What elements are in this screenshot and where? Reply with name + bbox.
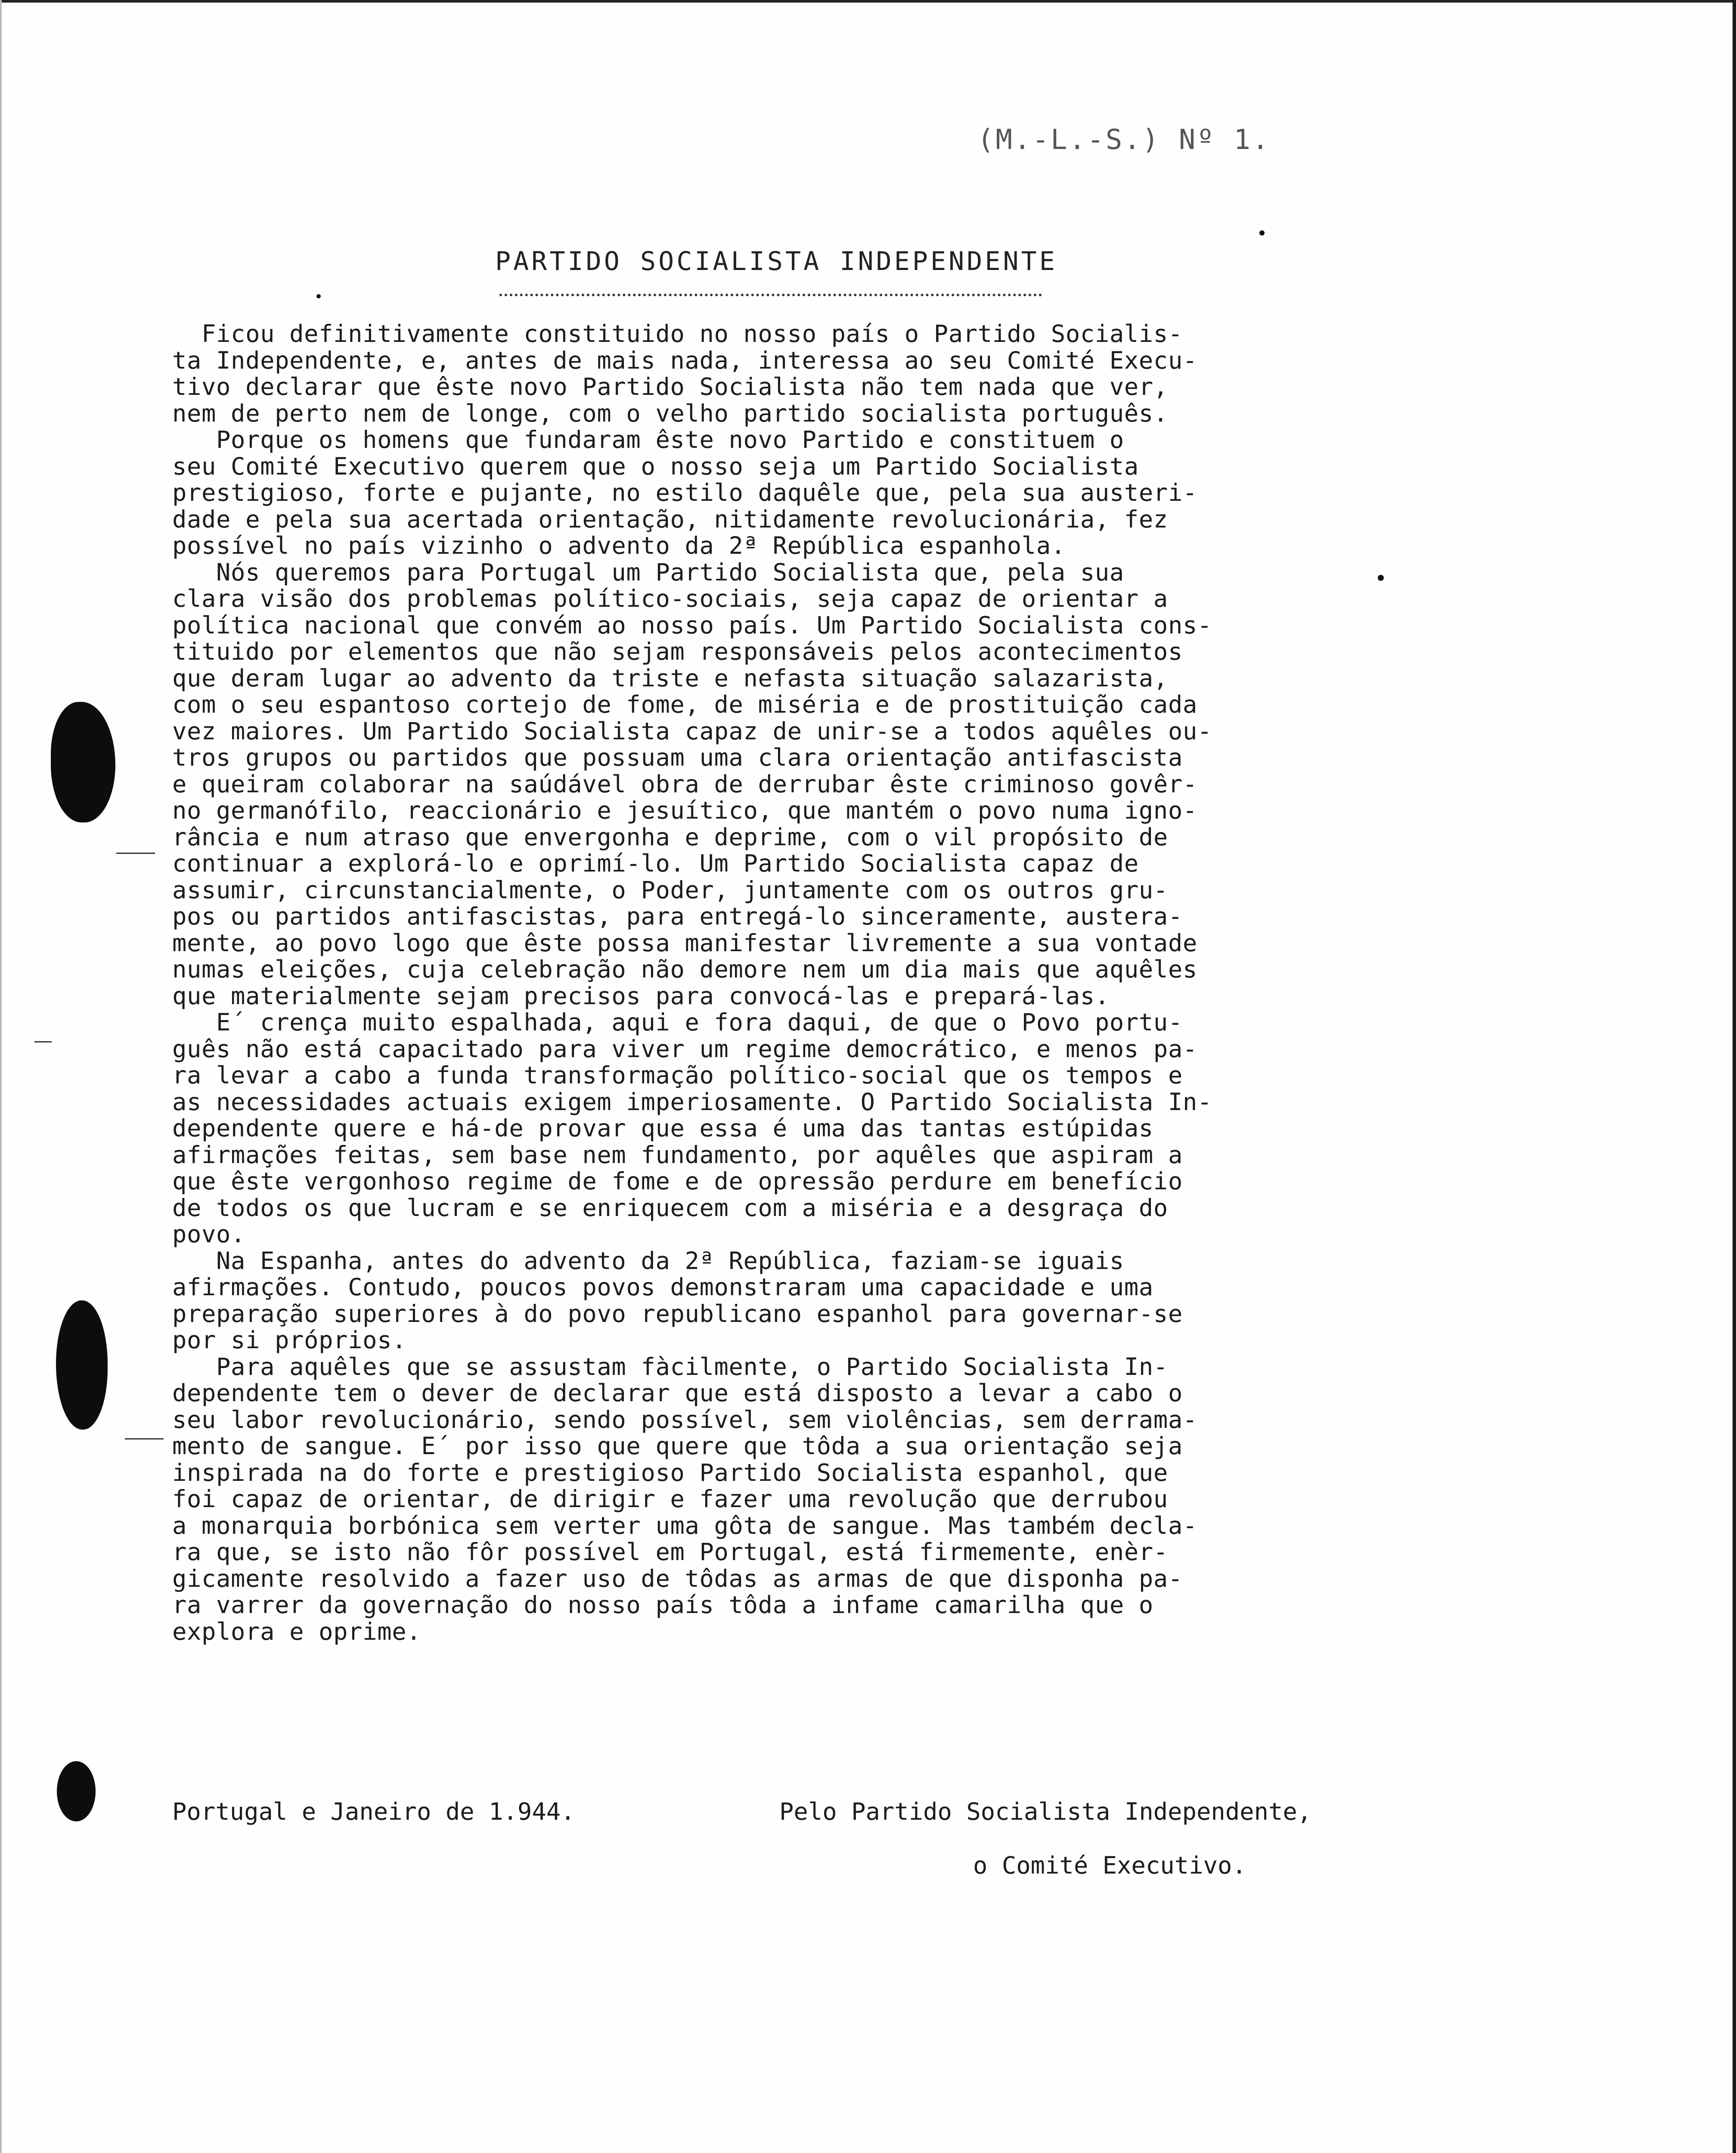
text-line: E´ crença muito espalhada, aqui e fora daqui, de que o Povo portu-	[172, 1008, 1183, 1036]
margin-mark	[34, 1041, 52, 1042]
text-line: guês não está capacitado para viver um regime democrático, e menos pa-	[172, 1035, 1197, 1063]
text-line: assumir, circunstancialmente, o Poder, juntamente com os outros gru-	[172, 876, 1168, 904]
text-line: clara visão dos problemas político-sociais, seja capaz de orientar a	[172, 585, 1168, 613]
text-line: Ficou definitivamente constituido no nosso país o Partido Socialis-	[172, 320, 1183, 348]
text-line: e queiram colaborar na saúdável obra de derrubar êste criminoso govêr-	[172, 770, 1197, 798]
body-paragraph	[172, 1009, 1378, 1248]
text-line: com o seu espantoso cortejo de fome, de miséria e de prostituição cada	[172, 691, 1197, 719]
text-line: por si próprios.	[172, 1326, 407, 1354]
text-line: tivo declarar que êste novo Partido Socialista não tem nada que ver,	[172, 373, 1168, 401]
text-line: rância e num atraso que envergonha e deprime, com o vil propósito de	[172, 823, 1168, 851]
ink-speck	[316, 294, 321, 298]
text-line: Para aquêles que se assustam fàcilmente, o Partido Socialista In-	[172, 1353, 1168, 1381]
text-line: dependente tem o dever de declarar que está disposto a levar a cabo o	[172, 1379, 1183, 1407]
ink-blot	[51, 702, 115, 822]
text-line: Na Espanha, antes do advento da 2ª República, faziam-se iguais	[172, 1247, 1124, 1275]
page-right-edge	[1733, 0, 1736, 2153]
text-line: que êste vergonhoso regime de fome e de opressão perdure em benefício	[172, 1167, 1183, 1195]
text-line: gicamente resolvido a fazer uso de tôdas as armas de que disponha pa-	[172, 1564, 1183, 1593]
text-line: continuar a explorá-lo e oprimí-lo. Um Partido Socialista capaz de	[172, 850, 1139, 878]
text-line: explora e oprime.	[172, 1617, 422, 1646]
text-line: preparação superiores à do povo republicano espanhol para governar-se	[172, 1300, 1183, 1328]
text-line: foi capaz de orientar, de dirigir e fazer uma revolução que derrubou	[172, 1485, 1168, 1513]
margin-mark	[116, 853, 155, 854]
text-line: de todos os que lucram e se enriquecem com a miséria e a desgraça do	[172, 1194, 1168, 1222]
text-line: afirmações. Contudo, poucos povos demonstraram uma capacidade e uma	[172, 1273, 1153, 1301]
text-line: no germanófilo, reaccionário e jesuítico, que mantém o povo numa igno-	[172, 797, 1197, 825]
body-paragraph	[172, 559, 1378, 1010]
ink-blot	[57, 1761, 96, 1821]
text-line: dade e pela sua acertada orientação, nitidamente revolucionária, fez	[172, 505, 1168, 534]
text-line: tituido por elementos que não sejam responsáveis pelos acontecimentos	[172, 638, 1183, 666]
page-left-edge	[0, 0, 2, 2153]
text-line: Porque os homens que fundaram êste novo Partido e constituem o	[172, 426, 1124, 454]
text-line: inspirada na do forte e prestigioso Partido Socialista espanhol, que	[172, 1458, 1168, 1487]
place-date: Portugal e Janeiro de 1.944.	[172, 1798, 575, 1826]
text-line: possível no país vizinho o advento da 2ª República espanhola.	[172, 532, 1066, 560]
text-line: Nós queremos para Portugal um Partido Socialista que, pela sua	[172, 558, 1124, 586]
body-paragraph	[172, 427, 1378, 559]
text-line: que deram lugar ao advento da triste e nefasta situação salazarista,	[172, 664, 1168, 692]
signature-line-committee: o Comité Executivo.	[973, 1852, 1246, 1880]
body-paragraph	[172, 321, 1378, 427]
text-line: vez maiores. Um Partido Socialista capaz de unir-se a todos aquêles ou-	[172, 717, 1212, 745]
document-body	[172, 321, 1378, 1645]
text-line: seu Comité Executivo querem que o nosso seja um Partido Socialista	[172, 452, 1139, 481]
text-line: numas eleições, cuja celebração não demore nem um dia mais que aquêles	[172, 956, 1197, 983]
text-line: nem de perto nem de longe, com o velho partido socialista português.	[172, 399, 1168, 428]
text-line: ta Independente, e, antes de mais nada, interessa ao seu Comité Execu-	[172, 346, 1197, 375]
text-line: ra varrer da governação do nosso país tôda a infame camarilha que o	[172, 1591, 1153, 1619]
text-line: as necessidades actuais exigem imperiosamente. O Partido Socialista In-	[172, 1088, 1212, 1116]
text-line: mento de sangue. E´ por isso que quere que tôda a sua orientação seja	[172, 1432, 1183, 1460]
page-top-edge	[0, 0, 1736, 3]
text-line: tros grupos ou partidos que possuam uma clara orientação antifascista	[172, 744, 1183, 772]
ink-blot	[56, 1300, 108, 1430]
text-line: dependente quere e há-de provar que essa é uma das tantas estúpidas	[172, 1114, 1153, 1142]
body-paragraph	[172, 1248, 1378, 1354]
ink-speck	[1259, 230, 1265, 236]
text-line: prestigioso, forte e pujante, no estilo daquêle que, pela sua austeri-	[172, 479, 1197, 507]
signature-line-organization: Pelo Partido Socialista Independente,	[779, 1798, 1312, 1826]
text-line: pos ou partidos antifascistas, para entregá-lo sinceramente, austera-	[172, 903, 1183, 931]
text-line: mente, ao povo logo que êste possa manifestar livremente a sua vontade	[172, 929, 1197, 957]
ink-speck	[1378, 575, 1384, 581]
text-line: que materialmente sejam precisos para convocá-las e prepará-las.	[172, 982, 1110, 1010]
page-title: PARTIDO SOCIALISTA INDEPENDENTE	[495, 246, 1057, 276]
text-line: ra que, se isto não fôr possível em Portugal, está firmemente, enèr-	[172, 1538, 1168, 1566]
body-paragraph	[172, 1354, 1378, 1645]
text-line: ra levar a cabo a funda transformação político-social que os tempos e	[172, 1061, 1183, 1089]
text-line: seu labor revolucionário, sendo possível, sem violências, sem derrama-	[172, 1405, 1197, 1434]
text-line: povo.	[172, 1220, 246, 1248]
text-line: a monarquia borbónica sem verter uma gôta de sangue. Mas também decla-	[172, 1511, 1197, 1540]
text-line: política nacional que convém ao nosso país. Um Partido Socialista cons-	[172, 611, 1212, 639]
title-underline	[499, 294, 1042, 296]
text-line: afirmações feitas, sem base nem fundamento, por aquêles que aspiram a	[172, 1141, 1183, 1169]
margin-mark	[125, 1438, 164, 1439]
reference-number: (M.-L.-S.) Nº 1.	[977, 124, 1271, 156]
